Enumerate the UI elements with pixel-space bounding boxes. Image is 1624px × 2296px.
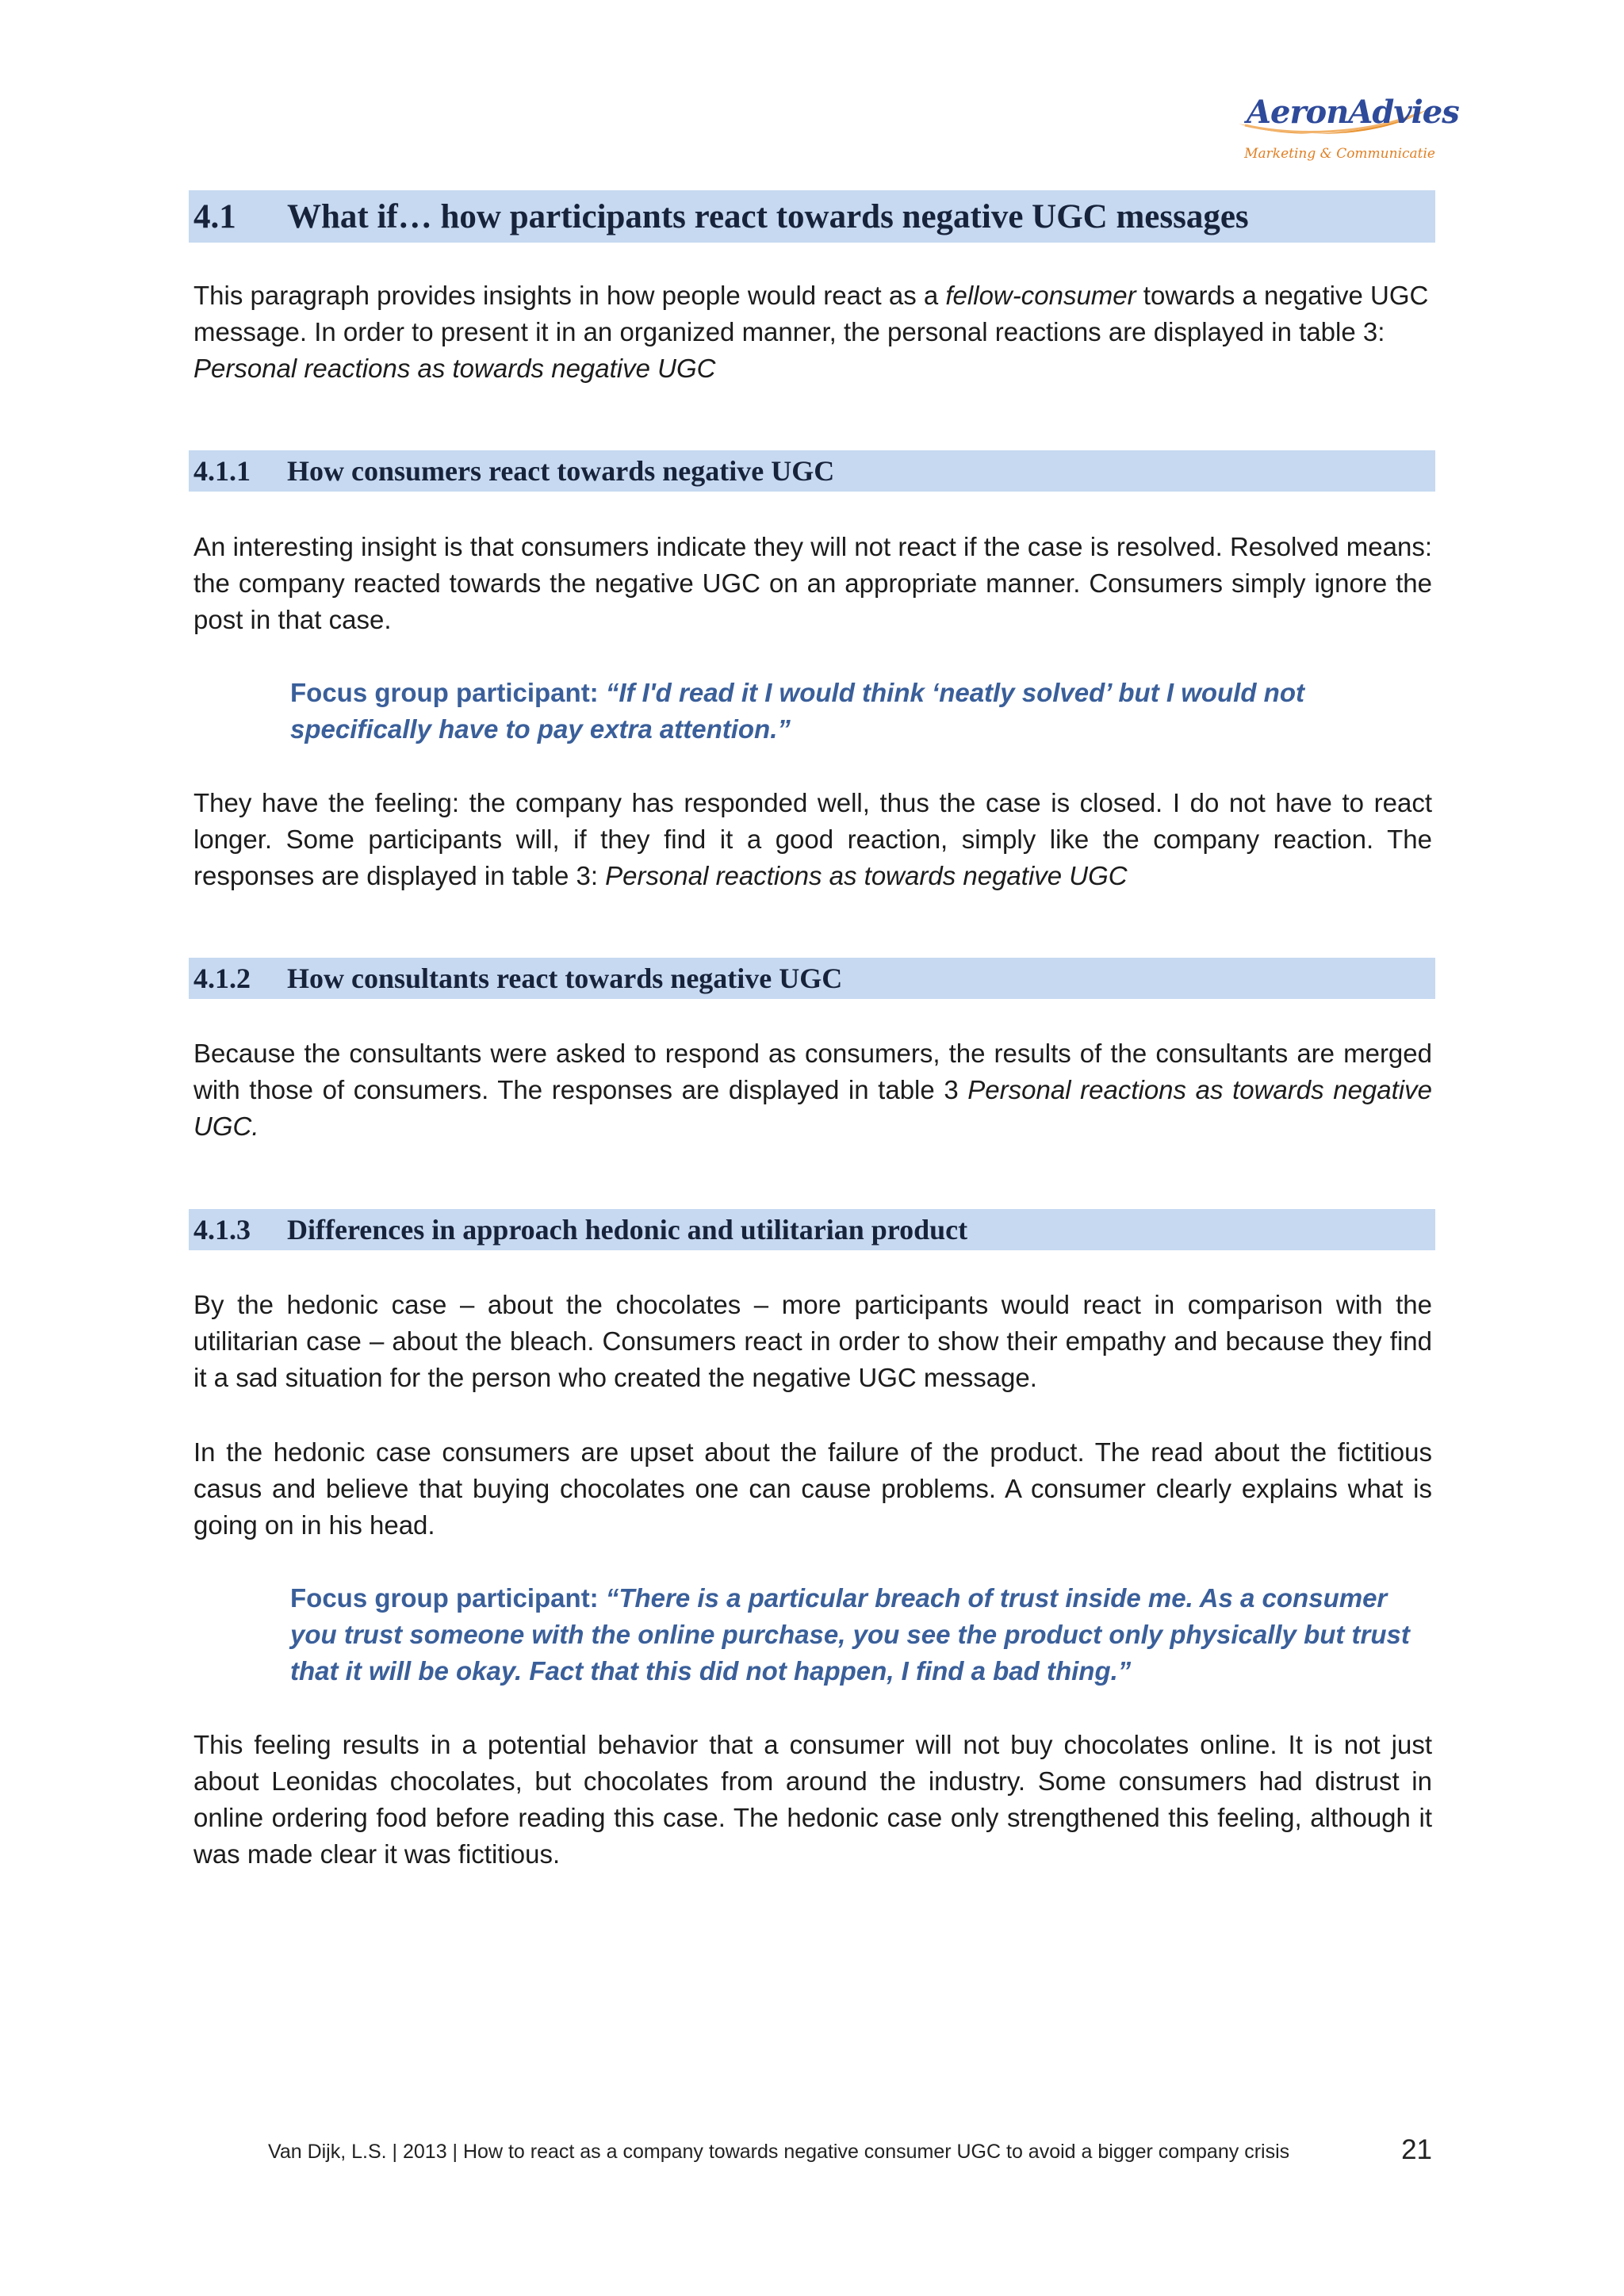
subsection-title: How consumers react towards negative UGC [287, 455, 835, 487]
page-footer [189, 2134, 1435, 2166]
subsection-number: 4.1.3 [193, 1214, 251, 1246]
subsection-title: Differences in approach hedonic and utilitarian product [287, 1214, 968, 1246]
intro-emphasis: fellow-consumer [945, 281, 1136, 310]
paragraph: This feeling results in a potential behavior that a consumer will not buy chocolates online. It is not just about Leonidas chocolates, but chocolates from around the industry. Some consumers had distrust in online ordering food before reading this case. The hedonic case only strengthened this feeling, although it was made clear it was fictitious. [193, 1730, 1432, 1869]
paragraph: In the hedonic case consumers are upset about the failure of the product. The read about the fictitious casus and believe that buying chocolates one can cause problems. A consumer clearly explains what is going on in his head. [193, 1437, 1432, 1540]
quote-block [290, 675, 1432, 748]
section-number: 4.1 [193, 197, 236, 235]
company-logo [1231, 94, 1459, 173]
quote-text: “If I'd read it I would think ‘neatly solved’ but I would not specifically have to pay extra attention.” [290, 678, 1304, 744]
quote-label: Focus group participant: [290, 1583, 606, 1613]
paragraph [193, 785, 1432, 894]
paragraph-text: Because the consultants were asked to respond as consumers, the results of the consultants are merged with those of consumers. The responses are displayed in table 3 [193, 1039, 1432, 1104]
quote-label: Focus group participant: [290, 678, 606, 707]
footer-citation: Van Dijk, L.S. | 2013 | How to react as a company towards negative consumer UGC to avoid a bigger company crisis [268, 2141, 1290, 2163]
quote-text: “There is a particular breach of trust inside me. As a consumer you trust someone with the online purchase, you see the product only physically but trust that it will be okay. Fact that this did not happen, I find a bad thing.” [290, 1583, 1410, 1686]
paragraph: By the hedonic case – about the chocolates – more participants would react in comparison with the utilitarian case – about the bleach. Consumers react in order to show their empathy and because they find it a sad situation for the person who created the negative UGC message. [193, 1290, 1432, 1392]
section-title: What if… how participants react towards negative UGC messages [287, 197, 1249, 235]
subsection-heading-4-1-3 [189, 1209, 1435, 1250]
table-reference: Personal reactions as towards negative UGC. [193, 1075, 1432, 1141]
table-reference: Personal reactions as towards negative UGC [605, 861, 1128, 890]
intro-table-ref: Personal reactions as towards negative UGC [193, 354, 716, 383]
section-heading [189, 190, 1435, 243]
subsection-number: 4.1.1 [193, 455, 251, 487]
intro-text: This paragraph provides insights in how people would react as a [193, 281, 946, 310]
intro-text-2: towards a negative UGC message. In order to present it in an organized manner, the personal reactions are displayed in table 3: [193, 281, 1429, 346]
page-number: 21 [1401, 2134, 1432, 2165]
logo-name: AeronAdvies [1247, 94, 1459, 131]
subsection-number: 4.1.2 [193, 962, 251, 994]
paragraph-text: They have the feeling: the company has responded well, thus the case is closed. I do not have to react longer. Some participants will, if they find it a good reaction, simply like the company reaction. The responses are displayed in table 3: [193, 788, 1432, 890]
paragraph [193, 1035, 1432, 1145]
quote-block [290, 1580, 1432, 1689]
intro-paragraph [193, 277, 1432, 387]
subsection-title: How consultants react towards negative UGC [287, 962, 843, 994]
paragraph: An interesting insight is that consumers indicate they will not react if the case is resolved. Resolved means: the company reacted towards the negative UGC on an appropriate manner. Consumers simply ignore the post in that case. [193, 532, 1432, 634]
subsection-heading-4-1-1 [189, 450, 1435, 492]
logo-tagline: Marketing & Communicatie [1244, 146, 1435, 162]
subsection-heading-4-1-2 [189, 958, 1435, 999]
